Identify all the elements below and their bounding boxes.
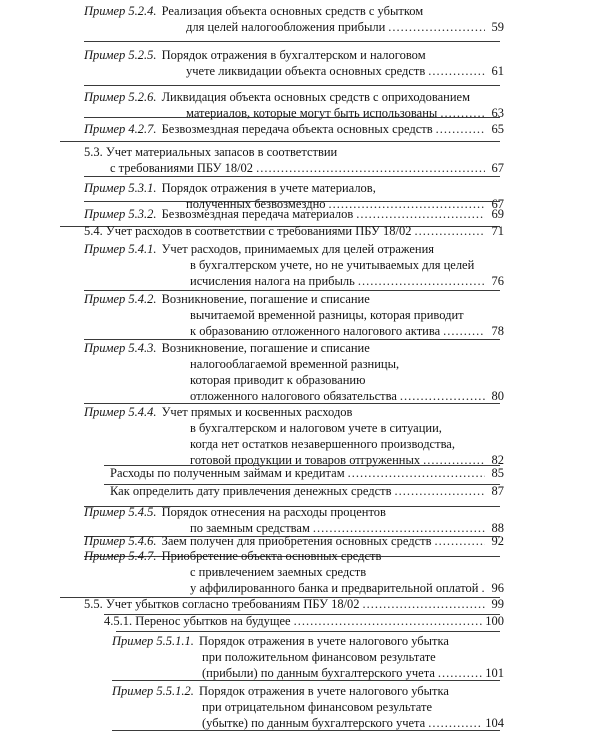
dot-leader	[435, 534, 485, 549]
entry-title: в бухгалтерском и налоговом учете в ситуации,	[190, 421, 442, 435]
entry-title: к образованию отложенного налогового актива	[190, 324, 441, 338]
page-number: 61	[491, 64, 504, 78]
entry-title: Заем получен для приобретения основных средств	[161, 534, 432, 548]
divider	[84, 339, 500, 340]
page-number: 100	[485, 614, 504, 628]
page-number: 71	[491, 224, 504, 238]
entry-title: с привлечением заемных средств	[190, 565, 367, 579]
divider	[112, 730, 500, 731]
page-number: 67	[491, 197, 504, 211]
subsection-title: Расходы по полученным займам и кредитам	[110, 466, 345, 480]
dot-leader	[348, 466, 485, 481]
example-label: Пример 5.4.4.	[84, 405, 157, 419]
entry-title: готовой продукции и товаров отгруженных	[190, 453, 421, 467]
page-number: 99	[491, 597, 504, 611]
example-label: Пример 5.2.6.	[84, 90, 157, 104]
divider	[84, 117, 500, 118]
section-title: 5.4. Учет расходов в соответствии с требованиями ПБУ 18/02	[84, 224, 412, 238]
divider	[84, 85, 500, 86]
dot-leader	[428, 716, 482, 731]
entry-title: Порядок отражения в учете налогового убытка	[198, 634, 449, 648]
dot-leader	[388, 20, 485, 35]
entry-title: Безвозмездная передача объекта основных средств	[161, 122, 433, 136]
page-number: 76	[491, 274, 504, 288]
entry-title: учете ликвидации объекта основных средств	[186, 64, 426, 78]
subsection-title: 4.5.1. Перенос убытков на будущее	[104, 614, 291, 628]
example-label: Пример 5.4.7.	[84, 549, 157, 563]
dot-leader	[358, 274, 485, 289]
subsection-title: Как определить дату привлечения денежных средств	[110, 484, 392, 498]
example-label: Пример 5.4.3.	[84, 341, 157, 355]
page-number: 63	[491, 106, 504, 120]
entry-title: Порядок отнесения на расходы процентов	[161, 505, 386, 519]
divider	[84, 41, 500, 42]
page-number: 67	[491, 161, 504, 175]
section-title: 5.3. Учет материальных запасов в соответствии	[84, 145, 338, 159]
entry-title: Приобретение объекта основных средств	[161, 549, 382, 563]
dot-leader	[400, 389, 485, 404]
page-number: 96	[491, 581, 504, 595]
dot-leader	[440, 106, 485, 121]
entry-title: когда нет остатков незавершенного производства,	[190, 437, 455, 451]
example-label: Пример 5.2.4.	[84, 4, 157, 18]
page-number: 92	[491, 534, 504, 548]
entry-title: отложенного налогового обязательства	[190, 389, 397, 403]
dot-leader	[482, 581, 486, 596]
example-label: Пример 5.3.2.	[84, 207, 157, 221]
entry-title: (прибыли) по данным бухгалтерского учета	[202, 666, 435, 680]
example-label: Пример 5.4.6.	[84, 534, 157, 548]
example-label: Пример 5.4.5.	[84, 505, 157, 519]
divider	[84, 290, 500, 291]
section-title: 5.5. Учет убытков согласно требованиям ПБУ 18/02	[84, 597, 360, 611]
entry-title: Порядок отражения в бухгалтерском и налоговом	[161, 48, 426, 62]
entry-title: по заемным средствам	[190, 521, 310, 535]
entry-title: (убытке) по данным бухгалтерского учета	[202, 716, 426, 730]
entry-title: Ликвидация объекта основных средств с оприходованием	[161, 90, 471, 104]
example-label: Пример 5.5.1.2.	[112, 684, 194, 698]
entry-title: Возникновение, погашение и списание	[161, 292, 370, 306]
example-label: Пример 4.2.7.	[84, 122, 157, 136]
entry-title: в бухгалтерском учете, но не учитываемых для целей	[190, 258, 475, 272]
divider	[60, 141, 500, 142]
page-number: 80	[491, 389, 504, 403]
entry-title: налогооблагаемой временной разницы,	[190, 357, 400, 371]
example-label: Пример 5.4.2.	[84, 292, 157, 306]
divider	[84, 403, 500, 404]
dot-leader	[414, 224, 485, 239]
entry-title: при положительном финансовом результате	[202, 650, 436, 664]
dot-leader	[443, 324, 485, 339]
entry-title: которая приводит к образованию	[190, 373, 366, 387]
divider	[84, 201, 500, 202]
dot-leader	[428, 64, 485, 79]
entry-title: Порядок отражения в учете материалов,	[161, 181, 376, 195]
example-label: Пример 5.2.5.	[84, 48, 157, 62]
entry-title: полученных безвозмездно	[186, 197, 326, 211]
page-number: 78	[491, 324, 504, 338]
divider	[84, 176, 500, 177]
page-number: 101	[485, 666, 504, 680]
page-number: 85	[491, 466, 504, 480]
divider	[116, 631, 500, 632]
dot-leader	[256, 161, 485, 176]
entry-title: материалов, которые могут быть использованы	[186, 106, 438, 120]
example-label: Пример 5.4.1.	[84, 242, 157, 256]
example-label: Пример 5.3.1.	[84, 181, 157, 195]
page-number: 82	[491, 453, 504, 467]
dot-leader	[438, 666, 482, 681]
divider	[112, 680, 500, 681]
entry-title: у аффилированного банка и предварительной оплатой	[190, 581, 479, 595]
entry-title: вычитаемой временной разницы, которая приводит	[190, 308, 464, 322]
page-number: 65	[491, 122, 504, 136]
example-label: Пример 5.5.1.1.	[112, 634, 194, 648]
dot-leader	[294, 614, 483, 629]
dot-leader	[395, 484, 485, 499]
entry-title: Учет расходов, принимаемых для целей отражения	[161, 242, 435, 256]
entry-title: Безвозмездная передача материалов	[161, 207, 354, 221]
entry-title: Учет прямых и косвенных расходов	[161, 405, 353, 419]
entry-title: для целей налогообложения прибыли	[186, 20, 386, 34]
page-number: 87	[491, 484, 504, 498]
section-title: с требованиями ПБУ 18/02	[110, 161, 254, 175]
entry-title: Порядок отражения в учете налогового убытка	[198, 684, 449, 698]
dot-leader	[436, 122, 485, 137]
entry-title: исчисления налога на прибыль	[190, 274, 355, 288]
dot-leader	[363, 597, 485, 612]
entry-title: Реализация объекта основных средств с убытком	[161, 4, 424, 18]
entry-title: при отрицательном финансовом результате	[202, 700, 433, 714]
page-number: 88	[491, 521, 504, 535]
entry-title: Возникновение, погашение и списание	[161, 341, 370, 355]
page-number: 104	[485, 716, 504, 730]
dot-leader	[356, 207, 485, 222]
page-number: 69	[491, 207, 504, 221]
page-number: 59	[491, 20, 504, 34]
